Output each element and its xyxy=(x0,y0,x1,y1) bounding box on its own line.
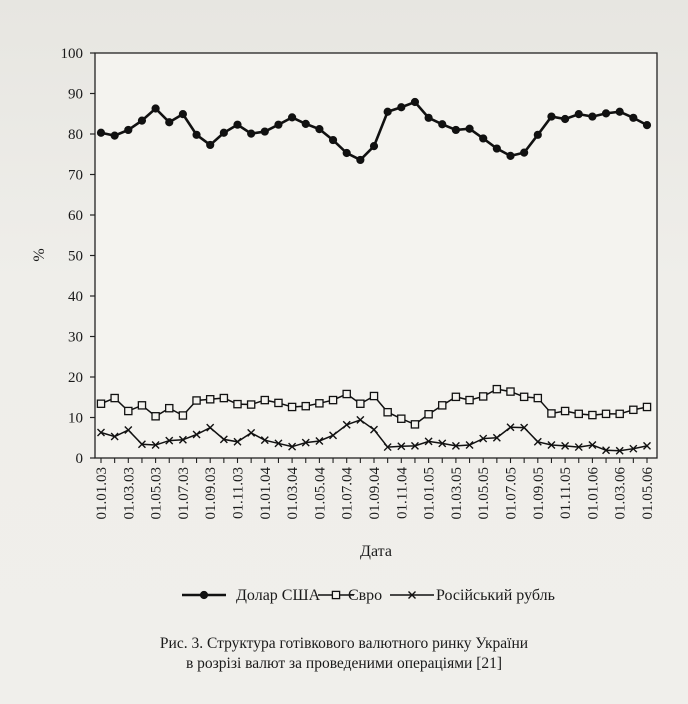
x-tick-label: 01.09.04 xyxy=(367,467,383,520)
y-tick-label: 40 xyxy=(68,289,83,305)
series-eur-point xyxy=(548,410,555,417)
series-usd-point xyxy=(302,120,309,127)
series-eur-point xyxy=(630,406,637,413)
series-usd-point xyxy=(166,119,173,126)
legend-label: Євро xyxy=(348,587,383,604)
x-tick-label: 01.07.03 xyxy=(175,467,192,520)
y-tick-label: 100 xyxy=(60,46,83,62)
series-eur-point xyxy=(166,405,173,412)
caption-line-1: Рис. 3. Структура готівкового валютного ринку України xyxy=(159,635,529,652)
series-usd-point xyxy=(207,141,214,148)
series-usd-point xyxy=(548,113,555,120)
series-eur-point xyxy=(289,403,296,410)
x-tick-label: 01.09.05 xyxy=(530,467,547,520)
figure-caption xyxy=(0,634,688,674)
y-tick-label: 80 xyxy=(68,127,83,143)
series-eur-point xyxy=(248,401,255,408)
series-usd-point xyxy=(493,145,500,152)
series-usd-point xyxy=(275,121,282,128)
series-eur-point xyxy=(575,410,582,417)
series-usd-point xyxy=(439,121,446,128)
y-tick-label: 20 xyxy=(68,370,83,386)
series-usd-point xyxy=(343,149,350,156)
series-usd-point xyxy=(589,113,596,120)
x-tick-label: 01.03.03 xyxy=(121,467,138,520)
series-eur-point xyxy=(534,394,541,401)
x-tick-label: 01.05.05 xyxy=(476,467,493,520)
series-usd-point xyxy=(466,125,473,132)
series-eur-point xyxy=(343,390,350,397)
series-eur-point xyxy=(220,394,227,401)
x-tick-label: 01.03.04 xyxy=(285,467,302,520)
series-usd-point xyxy=(111,132,118,139)
series-eur-point xyxy=(398,415,405,422)
series-usd-point xyxy=(507,152,514,159)
series-eur-point xyxy=(316,400,323,407)
series-eur-point xyxy=(521,393,528,400)
series-eur-point xyxy=(357,400,364,407)
x-tick-label: 01.05.04 xyxy=(312,467,329,520)
x-tick-label: 01.01.06 xyxy=(585,467,602,520)
series-eur-point xyxy=(329,396,336,403)
x-tick-label: 01.09.03 xyxy=(203,467,220,520)
series-eur-point xyxy=(466,396,473,403)
x-axis-title: Дата xyxy=(360,543,392,560)
series-usd-point xyxy=(97,129,104,136)
series-eur-point xyxy=(179,412,186,419)
series-usd-point xyxy=(521,149,528,156)
legend-swatch-point xyxy=(200,591,207,598)
series-usd-point xyxy=(630,114,637,121)
series-usd-point xyxy=(384,108,391,115)
series-usd-point xyxy=(616,108,623,115)
caption-line-2: в розрізі валют за проведеними операціями [21] xyxy=(185,655,503,672)
series-eur-point xyxy=(234,401,241,408)
series-eur-point xyxy=(207,396,214,403)
x-tick-label: 01.01.04 xyxy=(257,467,274,520)
x-tick-label: 01.05.06 xyxy=(640,467,656,520)
series-eur-point xyxy=(562,407,569,414)
series-eur-point xyxy=(193,397,200,404)
x-tick-label: 01.07.05 xyxy=(503,467,520,520)
y-tick-label: 50 xyxy=(68,248,83,265)
y-tick-label: 70 xyxy=(68,167,83,184)
series-eur-point xyxy=(616,410,623,417)
series-eur-point xyxy=(480,393,487,400)
series-eur-point xyxy=(493,386,500,393)
series-usd-point xyxy=(179,111,186,118)
series-usd-point xyxy=(220,129,227,136)
y-tick-label: 90 xyxy=(68,86,83,103)
x-tick-label: 01.01.03 xyxy=(94,467,110,520)
series-usd-point xyxy=(575,111,582,118)
series-eur-point xyxy=(125,407,132,414)
x-tick-label: 01.11.03 xyxy=(230,467,247,519)
y-axis-title: % xyxy=(31,248,48,262)
y-tick-label: 10 xyxy=(68,410,83,427)
x-tick-label: 01.03.05 xyxy=(448,467,465,520)
series-usd-point xyxy=(480,135,487,142)
series-usd-point xyxy=(398,104,405,111)
y-tick-label: 0 xyxy=(75,451,83,467)
series-eur-point xyxy=(261,396,268,403)
x-tick-label: 01.11.05 xyxy=(558,467,575,519)
x-tick-label: 01.01.05 xyxy=(421,467,438,520)
series-eur-point xyxy=(302,403,309,410)
legend xyxy=(182,587,555,604)
series-eur-point xyxy=(643,403,650,410)
series-eur-point xyxy=(370,392,377,399)
legend-item-rub xyxy=(390,587,555,604)
legend-swatch-point xyxy=(332,591,339,598)
series-eur-point xyxy=(97,400,104,407)
series-usd-point xyxy=(534,131,541,138)
series-usd-point xyxy=(425,114,432,121)
legend-label: Російський рубль xyxy=(436,587,555,604)
series-usd-point xyxy=(234,121,241,128)
series-usd-point xyxy=(329,136,336,143)
series-eur-point xyxy=(111,394,118,401)
series-eur-point xyxy=(452,393,459,400)
x-tick-label: 01.03.06 xyxy=(612,467,629,520)
series-eur-point xyxy=(138,402,145,409)
series-usd-point xyxy=(316,126,323,133)
series-usd-point xyxy=(152,105,159,112)
series-eur-point xyxy=(384,409,391,416)
series-usd-point xyxy=(125,126,132,133)
x-tick-label: 01.07.04 xyxy=(339,467,356,520)
y-tick-label: 60 xyxy=(68,208,83,224)
series-eur-point xyxy=(507,388,514,395)
series-usd-point xyxy=(138,117,145,124)
series-usd-point xyxy=(643,121,650,128)
series-eur-point xyxy=(411,421,418,428)
series-usd-point xyxy=(602,110,609,117)
legend-item-usd xyxy=(182,587,321,604)
legend-item-eur xyxy=(318,587,382,604)
series-usd-point xyxy=(411,98,418,105)
x-tick-label: 01.11.04 xyxy=(394,467,411,519)
series-usd-point xyxy=(248,130,255,137)
legend-label: Долар США xyxy=(236,587,321,604)
series-usd-point xyxy=(193,131,200,138)
series-eur-point xyxy=(275,399,282,406)
series-usd-point xyxy=(562,115,569,122)
series-usd-point xyxy=(357,156,364,163)
series-eur-point xyxy=(602,410,609,417)
series-eur-point xyxy=(589,411,596,418)
series-usd-point xyxy=(261,128,268,135)
series-usd-point xyxy=(452,126,459,133)
series-eur-point xyxy=(152,413,159,420)
series-eur-point xyxy=(439,402,446,409)
series-eur-point xyxy=(425,411,432,418)
series-usd-point xyxy=(289,114,296,121)
y-tick-label: 30 xyxy=(68,329,83,346)
series-usd-point xyxy=(370,143,377,150)
x-tick-label: 01.05.03 xyxy=(148,467,165,520)
